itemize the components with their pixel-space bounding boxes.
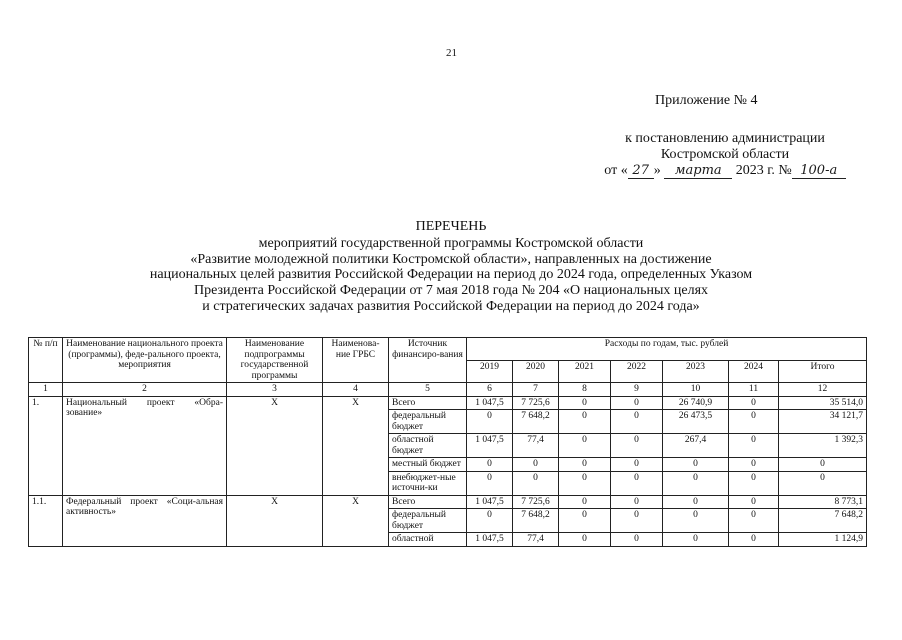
value-cell: 0 [467,471,513,495]
value-cell: 0 [611,396,663,410]
value-cell: 0 [611,410,663,434]
header-year: 2024 [729,360,779,383]
column-number: 1 [29,383,63,397]
column-number: 12 [779,383,867,397]
value-cell: 0 [663,533,729,547]
source-cell: федеральный бюджет [389,509,467,533]
value-cell: 0 [467,458,513,472]
decree-date-line [560,163,890,179]
subprogram-cell: Х [227,396,323,495]
project-name: Национальный проект «Обра-зование» [63,396,227,495]
table-row [29,495,867,509]
value-cell: 0 [559,509,611,533]
row-num: 1.1. [29,495,63,546]
value-cell: 7 725,6 [513,396,559,410]
value-cell: 267,4 [663,434,729,458]
measures-table [28,337,867,547]
value-cell: 0 [663,509,729,533]
column-number: 9 [611,383,663,397]
source-cell: Всего [389,495,467,509]
header-num: № п/п [29,338,63,383]
decree-year: 2023 г. № [735,163,792,178]
value-cell: 0 [611,495,663,509]
header-year: 2022 [611,360,663,383]
value-cell: 1 047,5 [467,495,513,509]
total-cell: 1 392,3 [779,434,867,458]
source-cell: областной [389,533,467,547]
total-cell: 8 773,1 [779,495,867,509]
value-cell: 0 [663,495,729,509]
column-number: 2 [63,383,227,397]
column-number: 7 [513,383,559,397]
subtitle-line: «Развитие молодежной политики Костромской области», направленных на достижение [190,251,712,267]
source-cell: местный бюджет [389,458,467,472]
value-cell: 77,4 [513,533,559,547]
value-cell: 0 [513,458,559,472]
total-cell: 34 121,7 [779,410,867,434]
subtitle-line: Президента Российской Федерации от 7 мая 2018 года № 204 «О национальных целях [193,283,709,299]
subtitle-line: и стратегических задачах развития Российской Федерации на период до 2024 года» [202,298,700,314]
value-cell: 0 [729,509,779,533]
value-cell: 0 [663,458,729,472]
header-year: 2023 [663,360,729,383]
header-source: Источник финансиро-вания [389,338,467,383]
document-title-block [100,219,802,315]
value-cell: 7 648,2 [513,410,559,434]
header-grbs: Наименова-ние ГРБС [323,338,389,383]
column-number: 10 [663,383,729,397]
value-cell: 0 [513,471,559,495]
decree-number-handwritten: 100-а [792,164,846,179]
column-number: 3 [227,383,323,397]
header-row [29,338,867,361]
source-cell: внебюджет-ные источни-ки [389,471,467,495]
decree-day-handwritten: 27 [628,164,654,179]
value-cell: 0 [729,471,779,495]
project-name: Федеральный проект «Соци-альная активность» [63,495,227,546]
value-cell: 0 [729,495,779,509]
value-cell: 0 [729,410,779,434]
value-cell: 1 047,5 [467,396,513,410]
subtitle-line: национальных целей развития Российской Федерации на период до 2024 года, определенных Указом [149,267,753,283]
header-year: 2021 [559,360,611,383]
column-number-row [29,383,867,397]
decree-line-2: Костромской области [660,147,790,162]
total-cell: 1 124,9 [779,533,867,547]
value-cell: 0 [611,458,663,472]
value-cell: 0 [729,396,779,410]
header-subprogram: Наименование подпрограммы государственной программы [227,338,323,383]
total-cell: 0 [779,458,867,472]
grbs-cell: Х [323,495,389,546]
value-cell: 0 [729,434,779,458]
page-number: 21 [446,47,457,59]
value-cell: 0 [559,533,611,547]
value-cell: 0 [559,410,611,434]
value-cell: 0 [611,471,663,495]
value-cell: 0 [559,396,611,410]
value-cell: 7 725,6 [513,495,559,509]
total-cell: 0 [779,471,867,495]
value-cell: 7 648,2 [513,509,559,533]
value-cell: 0 [663,471,729,495]
value-cell: 0 [611,509,663,533]
column-number: 8 [559,383,611,397]
value-cell: 0 [729,458,779,472]
header-expenses: Расходы по годам, тыс. рублей [467,338,867,361]
value-cell: 0 [611,434,663,458]
value-cell: 0 [611,533,663,547]
value-cell: 0 [559,495,611,509]
decree-line-1: к постановлению администрации [625,131,825,146]
value-cell: 0 [559,434,611,458]
value-cell: 26 740,9 [663,396,729,410]
header-year: 2020 [513,360,559,383]
grbs-cell: Х [323,396,389,495]
header-project: Наименование национального проекта (программы), феде-рального проекта, мероприятия [63,338,227,383]
decree-month-handwritten: марта [664,164,732,179]
source-cell: Всего [389,396,467,410]
row-num: 1. [29,396,63,495]
column-number: 11 [729,383,779,397]
column-number: 5 [389,383,467,397]
subprogram-cell: Х [227,495,323,546]
value-cell: 26 473,5 [663,410,729,434]
value-cell: 0 [467,410,513,434]
total-cell: 35 514,0 [779,396,867,410]
appendix-label: Приложение № 4 [655,93,758,108]
value-cell: 0 [559,471,611,495]
column-number: 4 [323,383,389,397]
header-year: 2019 [467,360,513,383]
decree-reference [560,131,890,179]
source-cell: федеральный бюджет [389,410,467,434]
decree-close-quote: » [653,163,661,178]
value-cell: 0 [467,509,513,533]
subtitle-line: мероприятий государственной программы Костромской области [258,235,644,251]
column-number: 6 [467,383,513,397]
header-total: Итого [779,360,867,383]
source-cell: областной бюджет [389,434,467,458]
value-cell: 1 047,5 [467,533,513,547]
total-cell: 7 648,2 [779,509,867,533]
decree-prefix: от « [604,163,628,178]
value-cell: 77,4 [513,434,559,458]
table-row [29,396,867,410]
document-title: ПЕРЕЧЕНЬ [415,219,487,234]
value-cell: 0 [559,458,611,472]
value-cell: 0 [729,533,779,547]
value-cell: 1 047,5 [467,434,513,458]
